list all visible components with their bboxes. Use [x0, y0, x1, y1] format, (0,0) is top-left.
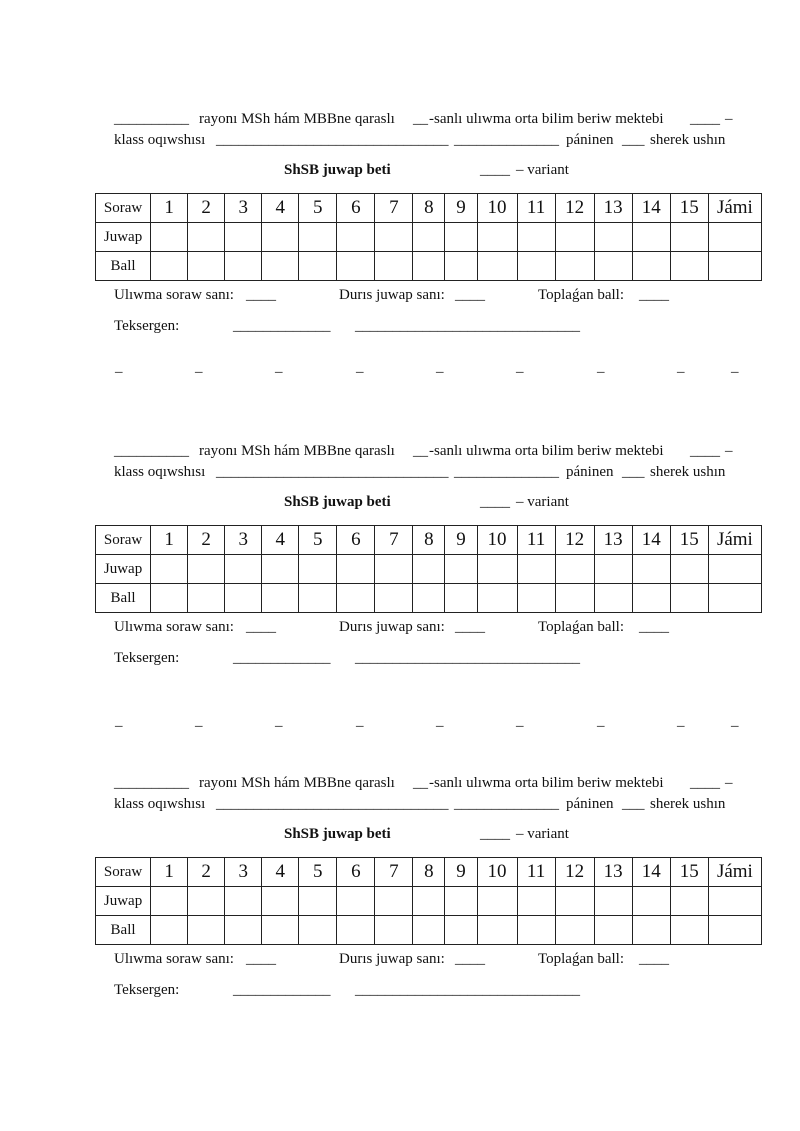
answer-cell-15[interactable] [670, 887, 708, 916]
score-label: Toplaǵan ball: [538, 619, 625, 635]
ball-cell-2[interactable] [188, 584, 225, 613]
answer-cell-16[interactable] [708, 887, 761, 916]
ball-cell-2[interactable] [188, 252, 225, 281]
checker-blank-2[interactable]: ______________________________ [355, 650, 580, 666]
table-header-question-6: 6 [337, 526, 375, 555]
answer-cell-10[interactable] [477, 887, 517, 916]
answer-cell-5[interactable] [299, 887, 337, 916]
ball-cell-1[interactable] [151, 252, 188, 281]
table-header-question-11: 11 [517, 194, 555, 223]
answer-cell-4[interactable] [262, 223, 299, 252]
answer-cell-16[interactable] [708, 223, 761, 252]
table-header-question-2: 2 [188, 526, 225, 555]
ball-cell-3[interactable] [225, 916, 262, 945]
table-header-row [96, 194, 762, 223]
table-header-label: Soraw [96, 194, 151, 223]
table-row-ball [96, 584, 762, 613]
ball-cell-8[interactable] [413, 584, 445, 613]
cut-line-dash: – [275, 364, 283, 380]
answer-cell-6[interactable] [337, 887, 375, 916]
ball-cell-10[interactable] [477, 252, 517, 281]
subject-text: páninen [566, 464, 614, 480]
answer-table [95, 193, 762, 281]
answer-cell-12[interactable] [555, 887, 594, 916]
answer-sheet-block-2 [0, 438, 800, 738]
cut-line-dash: – [597, 364, 605, 380]
table-header-question-15: 15 [670, 526, 708, 555]
table-header-question-2: 2 [188, 194, 225, 223]
table-header-question-6: 6 [337, 194, 375, 223]
score-label: Toplaǵan ball: [538, 287, 625, 303]
table-header-label: Soraw [96, 858, 151, 887]
school-number-blank[interactable]: __ [413, 775, 428, 791]
table-row-ball [96, 252, 762, 281]
answer-cell-5[interactable] [299, 223, 337, 252]
ball-cell-10[interactable] [477, 916, 517, 945]
table-header-question-11: 11 [517, 858, 555, 887]
answer-cell-15[interactable] [670, 223, 708, 252]
answer-cell-15[interactable] [670, 555, 708, 584]
class-blank[interactable]: ____ [690, 443, 720, 459]
score-blank[interactable]: ____ [639, 619, 669, 635]
correct-answers-label: Durıs juwap sanı: [339, 287, 445, 303]
table-row-label: Juwap [96, 887, 151, 916]
answer-cell-13[interactable] [594, 223, 632, 252]
answer-cell-13[interactable] [594, 887, 632, 916]
ball-cell-8[interactable] [413, 252, 445, 281]
answer-cell-1[interactable] [151, 555, 188, 584]
correct-answers-blank[interactable]: ____ [455, 951, 485, 967]
student-text: klass oqıwshısı [114, 132, 206, 148]
ball-cell-16[interactable] [708, 916, 761, 945]
checker-blank-1[interactable]: _____________ [233, 318, 331, 334]
cut-line-dash: – [731, 364, 739, 380]
table-header-question-12: 12 [555, 858, 594, 887]
table-row-answer [96, 555, 762, 584]
subject-text: páninen [566, 796, 614, 812]
table-header-question-5: 5 [299, 526, 337, 555]
table-header-question-4: 4 [262, 858, 299, 887]
table-row-label: Ball [96, 916, 151, 945]
answer-cell-9[interactable] [445, 223, 477, 252]
subject-blank[interactable]: ______________ [454, 796, 559, 812]
answer-cell-7[interactable] [375, 887, 413, 916]
checker-blank-2[interactable]: ______________________________ [355, 982, 580, 998]
school-text: -sanlı ulıwma orta bilim beriw mektebi [429, 775, 664, 791]
checker-label: Teksergen: [114, 650, 180, 666]
table-header-total: Jámi [708, 858, 761, 887]
ball-cell-7[interactable] [375, 584, 413, 613]
subject-blank[interactable]: ______________ [454, 132, 559, 148]
ball-cell-14[interactable] [632, 916, 670, 945]
school-number-blank[interactable]: __ [413, 443, 428, 459]
answer-cell-2[interactable] [188, 555, 225, 584]
ball-cell-12[interactable] [555, 252, 594, 281]
table-header-question-13: 13 [594, 194, 632, 223]
ball-cell-9[interactable] [445, 252, 477, 281]
answer-cell-4[interactable] [262, 887, 299, 916]
table-header-question-8: 8 [413, 194, 445, 223]
table-header-question-7: 7 [375, 526, 413, 555]
class-blank[interactable]: ____ [690, 775, 720, 791]
region-text: rayonı MSh hám MBBne qaraslı [199, 775, 395, 791]
answer-sheet-block-1 [0, 106, 800, 406]
student-name-blank[interactable]: _______________________________ [216, 796, 449, 812]
cut-line-dash: – [195, 364, 203, 380]
ball-cell-15[interactable] [670, 584, 708, 613]
table-header-question-12: 12 [555, 526, 594, 555]
checker-blank-2[interactable]: ______________________________ [355, 318, 580, 334]
answer-cell-14[interactable] [632, 223, 670, 252]
table-header-question-13: 13 [594, 858, 632, 887]
checker-blank-1[interactable]: _____________ [233, 982, 331, 998]
table-header-question-1: 1 [151, 194, 188, 223]
answer-cell-14[interactable] [632, 555, 670, 584]
cut-line-dash: – [356, 718, 364, 734]
table-header-question-3: 3 [225, 858, 262, 887]
answer-cell-11[interactable] [517, 555, 555, 584]
cut-line-dash: – [677, 718, 685, 734]
ball-cell-9[interactable] [445, 916, 477, 945]
ball-cell-4[interactable] [262, 584, 299, 613]
correct-answers-blank[interactable]: ____ [455, 287, 485, 303]
ball-cell-1[interactable] [151, 584, 188, 613]
cut-line-dash: – [731, 718, 739, 734]
table-header-question-13: 13 [594, 526, 632, 555]
table-header-question-8: 8 [413, 526, 445, 555]
checker-label: Teksergen: [114, 318, 180, 334]
answer-cell-10[interactable] [477, 223, 517, 252]
table-row-ball [96, 916, 762, 945]
answer-cell-12[interactable] [555, 223, 594, 252]
answer-cell-7[interactable] [375, 555, 413, 584]
ball-cell-7[interactable] [375, 916, 413, 945]
ball-cell-6[interactable] [337, 916, 375, 945]
ball-cell-5[interactable] [299, 252, 337, 281]
variant-label: – variant [516, 162, 569, 178]
ball-cell-6[interactable] [337, 584, 375, 613]
answer-cell-13[interactable] [594, 555, 632, 584]
table-header-question-10: 10 [477, 858, 517, 887]
header-dash: – [725, 775, 733, 791]
ball-cell-11[interactable] [517, 584, 555, 613]
answer-cell-12[interactable] [555, 555, 594, 584]
ball-cell-1[interactable] [151, 916, 188, 945]
answer-cell-9[interactable] [445, 887, 477, 916]
table-header-question-15: 15 [670, 194, 708, 223]
table-header-question-14: 14 [632, 858, 670, 887]
student-text: klass oqıwshısı [114, 796, 206, 812]
cut-line-dash: – [597, 718, 605, 734]
table-header-question-4: 4 [262, 194, 299, 223]
ball-cell-3[interactable] [225, 252, 262, 281]
table-header-question-9: 9 [445, 858, 477, 887]
table-header-question-2: 2 [188, 858, 225, 887]
subject-blank[interactable]: ______________ [454, 464, 559, 480]
table-header-question-1: 1 [151, 526, 188, 555]
checker-label: Teksergen: [114, 982, 180, 998]
cut-line-dash: – [115, 364, 123, 380]
answer-cell-2[interactable] [188, 223, 225, 252]
region-text: rayonı MSh hám MBBne qaraslı [199, 111, 395, 127]
student-name-blank[interactable]: _______________________________ [216, 132, 449, 148]
cut-line-dash: – [677, 364, 685, 380]
quarter-text: sherek ushın [650, 464, 726, 480]
table-header-question-4: 4 [262, 526, 299, 555]
correct-answers-label: Durıs juwap sanı: [339, 951, 445, 967]
variant-label: – variant [516, 826, 569, 842]
table-row-answer [96, 887, 762, 916]
table-row-label: Juwap [96, 223, 151, 252]
sheet-title: ShSB juwap beti [284, 826, 391, 842]
region-blank[interactable]: __________ [114, 443, 189, 459]
cut-line-dash: – [115, 718, 123, 734]
cut-line-dash: – [275, 718, 283, 734]
total-questions-label: Ulıwma soraw sanı: [114, 619, 234, 635]
table-header-row [96, 526, 762, 555]
total-questions-label: Ulıwma soraw sanı: [114, 951, 234, 967]
quarter-text: sherek ushın [650, 132, 726, 148]
answer-cell-4[interactable] [262, 555, 299, 584]
table-header-question-10: 10 [477, 194, 517, 223]
class-blank[interactable]: ____ [690, 111, 720, 127]
sheet-title: ShSB juwap beti [284, 162, 391, 178]
table-header-total: Jámi [708, 526, 761, 555]
quarter-blank[interactable]: ___ [622, 796, 645, 812]
table-header-question-6: 6 [337, 858, 375, 887]
ball-cell-13[interactable] [594, 252, 632, 281]
answer-cell-6[interactable] [337, 555, 375, 584]
table-row-label: Ball [96, 584, 151, 613]
ball-cell-7[interactable] [375, 252, 413, 281]
total-questions-blank[interactable]: ____ [246, 951, 276, 967]
ball-cell-13[interactable] [594, 584, 632, 613]
quarter-blank[interactable]: ___ [622, 132, 645, 148]
ball-cell-14[interactable] [632, 584, 670, 613]
table-header-question-5: 5 [299, 858, 337, 887]
ball-cell-6[interactable] [337, 252, 375, 281]
cut-line-dash: – [436, 718, 444, 734]
answer-cell-14[interactable] [632, 887, 670, 916]
table-header-question-7: 7 [375, 194, 413, 223]
answer-cell-3[interactable] [225, 555, 262, 584]
ball-cell-4[interactable] [262, 252, 299, 281]
ball-cell-2[interactable] [188, 916, 225, 945]
ball-cell-16[interactable] [708, 584, 761, 613]
score-label: Toplaǵan ball: [538, 951, 625, 967]
table-header-question-9: 9 [445, 194, 477, 223]
table-header-question-8: 8 [413, 858, 445, 887]
region-blank[interactable]: __________ [114, 775, 189, 791]
table-header-row [96, 858, 762, 887]
answer-table [95, 857, 762, 945]
ball-cell-12[interactable] [555, 916, 594, 945]
table-header-question-1: 1 [151, 858, 188, 887]
subject-text: páninen [566, 132, 614, 148]
ball-cell-15[interactable] [670, 252, 708, 281]
table-header-label: Soraw [96, 526, 151, 555]
cut-line-dash: – [516, 718, 524, 734]
answer-sheet-block-3 [0, 770, 800, 1070]
cut-line-dash: – [436, 364, 444, 380]
student-name-blank[interactable]: _______________________________ [216, 464, 449, 480]
answer-cell-3[interactable] [225, 223, 262, 252]
table-header-question-15: 15 [670, 858, 708, 887]
table-header-question-3: 3 [225, 526, 262, 555]
ball-cell-9[interactable] [445, 584, 477, 613]
table-header-question-11: 11 [517, 526, 555, 555]
ball-cell-3[interactable] [225, 584, 262, 613]
header-dash: – [725, 443, 733, 459]
answer-cell-16[interactable] [708, 555, 761, 584]
total-questions-blank[interactable]: ____ [246, 287, 276, 303]
score-blank[interactable]: ____ [639, 951, 669, 967]
table-header-question-14: 14 [632, 194, 670, 223]
table-header-question-7: 7 [375, 858, 413, 887]
answer-cell-11[interactable] [517, 887, 555, 916]
table-header-question-5: 5 [299, 194, 337, 223]
ball-cell-5[interactable] [299, 916, 337, 945]
school-text: -sanlı ulıwma orta bilim beriw mektebi [429, 443, 664, 459]
variant-blank[interactable]: ____ [480, 162, 510, 178]
quarter-text: sherek ushın [650, 796, 726, 812]
ball-cell-16[interactable] [708, 252, 761, 281]
table-header-question-12: 12 [555, 194, 594, 223]
table-header-question-9: 9 [445, 526, 477, 555]
cut-line-dash: – [356, 364, 364, 380]
answer-cell-1[interactable] [151, 887, 188, 916]
variant-label: – variant [516, 494, 569, 510]
variant-blank[interactable]: ____ [480, 494, 510, 510]
school-text: -sanlı ulıwma orta bilim beriw mektebi [429, 111, 664, 127]
correct-answers-blank[interactable]: ____ [455, 619, 485, 635]
table-header-question-3: 3 [225, 194, 262, 223]
cut-line-dash: – [516, 364, 524, 380]
header-dash: – [725, 111, 733, 127]
answer-cell-5[interactable] [299, 555, 337, 584]
table-row-answer [96, 223, 762, 252]
answer-cell-8[interactable] [413, 223, 445, 252]
ball-cell-11[interactable] [517, 252, 555, 281]
answer-cell-2[interactable] [188, 887, 225, 916]
answer-cell-8[interactable] [413, 887, 445, 916]
variant-blank[interactable]: ____ [480, 826, 510, 842]
ball-cell-14[interactable] [632, 252, 670, 281]
answer-cell-8[interactable] [413, 555, 445, 584]
region-text: rayonı MSh hám MBBne qaraslı [199, 443, 395, 459]
total-questions-label: Ulıwma soraw sanı: [114, 287, 234, 303]
ball-cell-8[interactable] [413, 916, 445, 945]
total-questions-blank[interactable]: ____ [246, 619, 276, 635]
answer-cell-10[interactable] [477, 555, 517, 584]
ball-cell-15[interactable] [670, 916, 708, 945]
checker-blank-1[interactable]: _____________ [233, 650, 331, 666]
cut-line-dash: – [195, 718, 203, 734]
ball-cell-12[interactable] [555, 584, 594, 613]
ball-cell-11[interactable] [517, 916, 555, 945]
region-blank[interactable]: __________ [114, 111, 189, 127]
table-header-question-10: 10 [477, 526, 517, 555]
ball-cell-10[interactable] [477, 584, 517, 613]
answer-table [95, 525, 762, 613]
score-blank[interactable]: ____ [639, 287, 669, 303]
sheet-title: ShSB juwap beti [284, 494, 391, 510]
answer-cell-7[interactable] [375, 223, 413, 252]
table-header-total: Jámi [708, 194, 761, 223]
answer-cell-6[interactable] [337, 223, 375, 252]
answer-cell-3[interactable] [225, 887, 262, 916]
student-text: klass oqıwshısı [114, 464, 206, 480]
ball-cell-5[interactable] [299, 584, 337, 613]
school-number-blank[interactable]: __ [413, 111, 428, 127]
answer-cell-9[interactable] [445, 555, 477, 584]
quarter-blank[interactable]: ___ [622, 464, 645, 480]
ball-cell-4[interactable] [262, 916, 299, 945]
ball-cell-13[interactable] [594, 916, 632, 945]
answer-cell-1[interactable] [151, 223, 188, 252]
table-row-label: Juwap [96, 555, 151, 584]
answer-cell-11[interactable] [517, 223, 555, 252]
correct-answers-label: Durıs juwap sanı: [339, 619, 445, 635]
table-header-question-14: 14 [632, 526, 670, 555]
table-row-label: Ball [96, 252, 151, 281]
